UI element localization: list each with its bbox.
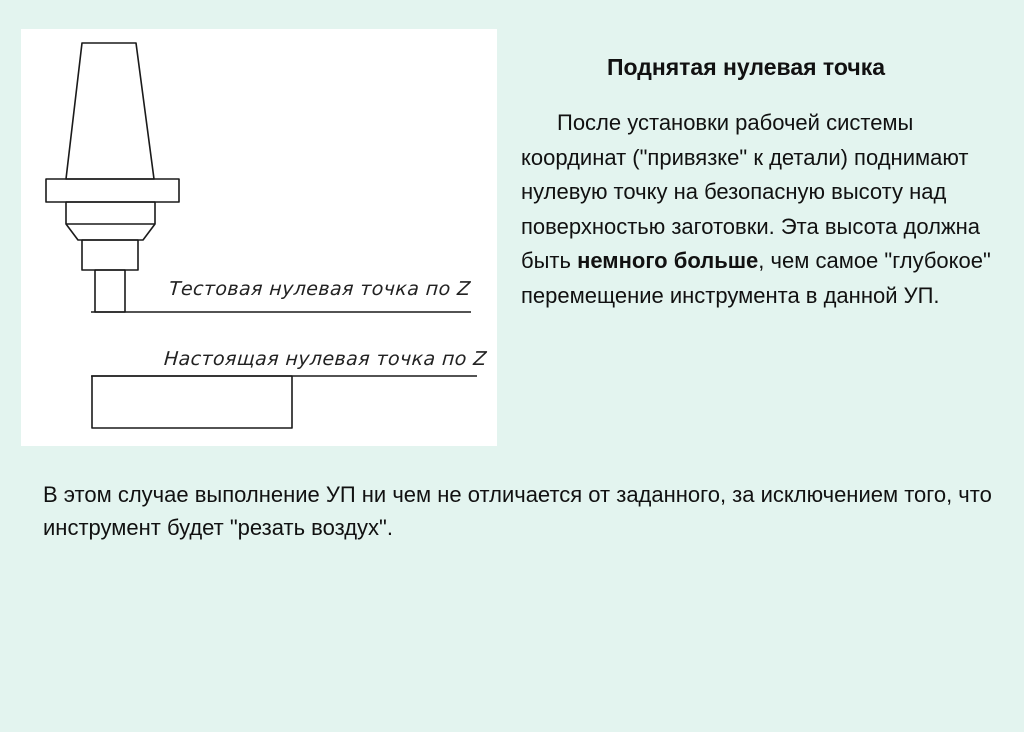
tool-zero-point-diagram [21, 29, 497, 446]
tool-cutter [95, 270, 125, 312]
tool-taper-shank [66, 43, 154, 179]
slide-title: Поднятая нулевая точка [606, 54, 886, 80]
side-paragraph-part2: , чем самое "глубокое" перемещение инструмента в данной УП. [521, 248, 991, 308]
tool-nut [82, 240, 138, 270]
tool-holder-drawing [21, 29, 497, 446]
bottom-paragraph: В этом случае выполнение УП ни чем не отличается от заданного, за исключением того, что инструмент будет "резать воздух". [43, 482, 992, 540]
side-paragraph [521, 106, 1001, 313]
workpiece [92, 376, 292, 428]
test-zero-caption: Тестовая нулевая точка по Z [168, 278, 472, 300]
tool-collet [66, 202, 155, 240]
real-zero-caption: Настоящая нулевая точка по Z [163, 348, 488, 370]
side-paragraph-bold: немного больше [577, 248, 759, 273]
side-paragraph-part1: После установки рабочей системы координат ("привязке" к детали) поднимают нулевую точку на безопасную высоту над поверхностью заготовки. Эта высота должна быть [521, 110, 981, 273]
tool-flange [46, 179, 179, 202]
